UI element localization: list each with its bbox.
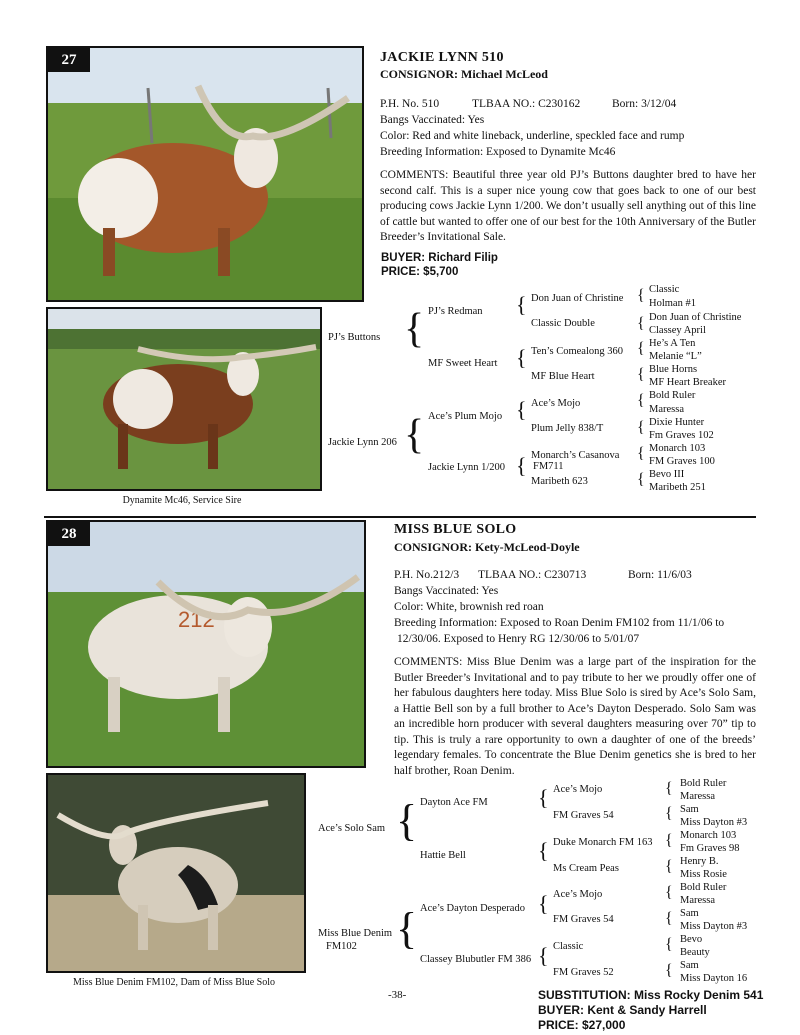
ped28-brace-g3-2: { bbox=[538, 838, 549, 863]
lot27-sale-result bbox=[381, 251, 498, 279]
ped27-brace-g3-1: { bbox=[516, 292, 527, 317]
ped28-gen2-1: Dayton Ace FM bbox=[420, 797, 488, 808]
ped28-gen4-7: Henry B. bbox=[680, 856, 719, 867]
ped28-gen4-3: Sam bbox=[680, 804, 699, 815]
ped28-brace-g3-1: { bbox=[538, 785, 549, 810]
lot28-title: MISS BLUE SOLO bbox=[394, 522, 517, 537]
ped27-gen4-8: MF Heart Breaker bbox=[649, 377, 726, 388]
ped27-brace-g4-2: { bbox=[637, 315, 645, 332]
lot28-dam-photo bbox=[46, 773, 306, 973]
ped27-gen3-7: Monarch’s Casanova bbox=[531, 450, 620, 461]
lot27-bangs: Bangs Vaccinated: Yes bbox=[380, 114, 485, 126]
ped28-gen4-13: Bevo bbox=[680, 934, 703, 945]
ped28-gen4-11: Sam bbox=[680, 908, 699, 919]
ped28-gen4-9: Bold Ruler bbox=[680, 882, 727, 893]
ped27-gen4-7: Blue Horns bbox=[649, 364, 698, 375]
lot27-color: Color: Red and white lineback, underline, speckled face and rump bbox=[380, 130, 685, 142]
ped27-brace-g4-4: { bbox=[637, 366, 645, 383]
page-number: -38- bbox=[388, 989, 407, 1001]
lot28-buyer: BUYER: Kent & Sandy Harrell bbox=[538, 1003, 707, 1017]
lot28-color: Color: White, brownish red roan bbox=[394, 601, 544, 613]
ped27-brace-g4-7: { bbox=[637, 445, 645, 462]
lot28-substitution: SUBSTITUTION: Miss Rocky Denim 541 bbox=[538, 988, 764, 1002]
ped27-brace-g4-8: { bbox=[637, 471, 645, 488]
ped28-gen4-4: Miss Dayton #3 bbox=[680, 817, 748, 828]
ped27-gen3-2: Classic Double bbox=[531, 318, 595, 329]
ped28-brace-g3-3: { bbox=[538, 891, 549, 916]
lot27-sire-photo bbox=[46, 307, 322, 491]
ped28-sire: Ace’s Solo Sam bbox=[318, 823, 386, 834]
ped27-gen4-2: Holman #1 bbox=[649, 298, 696, 309]
lot28-number-badge: 28 bbox=[48, 522, 90, 546]
ped28-brace-g4-7: { bbox=[665, 936, 673, 953]
lot27-consignor: CONSIGNOR: Michael McLeod bbox=[380, 67, 548, 81]
ped27-brace-g4-5: { bbox=[637, 392, 645, 409]
ped27-gen4-12: Fm Graves 102 bbox=[649, 430, 714, 441]
ped28-gen4-2: Maressa bbox=[680, 791, 715, 802]
ped28-gen4-12: Miss Dayton #3 bbox=[680, 921, 748, 932]
ped27-brace-sire: { bbox=[404, 306, 425, 352]
ped28-gen4-10: Maressa bbox=[680, 895, 715, 906]
lot28-breeding-2: 12/30/06. Exposed to Henry RG 12/30/06 to 5/01/07 bbox=[397, 633, 640, 645]
ped28-gen3-6: FM Graves 54 bbox=[553, 914, 614, 925]
ped28-brace-g4-2: { bbox=[665, 805, 673, 822]
lot27-cow-photo bbox=[46, 46, 364, 302]
lot28-photo-caption: Miss Blue Denim FM102, Dam of Miss Blue Solo bbox=[73, 977, 275, 988]
lot27-info bbox=[380, 96, 760, 160]
lot27-comments: COMMENTS: Beautiful three year old PJ’s Buttons daughter bred to have her second calf. This is a super nice young cow that goes back to one of our best producing cows Jackie Lynn 1/200. We don’t usually sell anything out of this line of cattle but wanted to offer one of our best for the 10th Anniversary of the Butler Breeder’s Invitational Sale. bbox=[380, 169, 756, 243]
lot28-comments: COMMENTS: Miss Blue Denim was a large part of the inspiration for the Butler Breeder’s Invitational and to pay tribute to her we proudly offer one of her fabulous daughters here today. Miss Blue Solo is sired by Ace’s Solo Sam, a Hattie Bell son by a full brother to Ace’s Dayton Desperado. Solo Sam was an incredible horn producer with several daughters measuring over 70” tip to tip. This is truly a rare opportunity to own a daughter of one of the breeds’ legendary females. To concentrate the Blue Denim genetics she is bred to her half brother, Roan Denim. bbox=[394, 656, 756, 777]
lot28-sale-result bbox=[538, 988, 763, 1033]
ped28-gen2-3: Ace’s Dayton Desperado bbox=[420, 903, 525, 914]
ped27-gen4-3: Don Juan of Christine bbox=[649, 312, 742, 323]
lot28-ph-no: P.H. No.212/3 bbox=[394, 569, 460, 581]
lot28-info bbox=[394, 567, 764, 647]
lot28-cow-photo bbox=[46, 520, 366, 768]
ped28-brace-g4-5: { bbox=[665, 884, 673, 901]
ped27-gen4-6: Melanie “L” bbox=[649, 351, 702, 362]
ped28-gen4-15: Sam bbox=[680, 960, 699, 971]
ped28-brace-g3-4: { bbox=[538, 943, 549, 968]
ped28-gen4-16: Miss Dayton 16 bbox=[680, 973, 748, 984]
lot27-tlbaa: TLBAA NO.: C230162 bbox=[472, 98, 581, 110]
lot27-price: PRICE: $5,700 bbox=[381, 266, 459, 278]
ped27-gen3-7b: FM711 bbox=[533, 461, 564, 472]
lot27-buyer: BUYER: Richard Filip bbox=[381, 252, 498, 264]
ped27-gen3-4: MF Blue Heart bbox=[531, 371, 595, 382]
ped28-gen4-14: Beauty bbox=[680, 947, 710, 958]
svg-text:212: 212 bbox=[178, 607, 215, 632]
ped27-gen4-13: Monarch 103 bbox=[649, 443, 706, 454]
ped28-brace-g4-1: { bbox=[665, 780, 673, 797]
lot27-number-badge: 27 bbox=[48, 48, 90, 72]
ped27-brace-g3-3: { bbox=[516, 397, 527, 422]
ped27-gen4-4: Classey April bbox=[649, 325, 706, 336]
ped28-brace-g4-3: { bbox=[665, 832, 673, 849]
ped28-gen3-7: Classic bbox=[553, 941, 584, 952]
ped27-gen2-4: Jackie Lynn 1/200 bbox=[428, 462, 505, 473]
ped27-gen3-8: Maribeth 623 bbox=[531, 476, 588, 487]
ped27-gen2-1: PJ’s Redman bbox=[428, 306, 483, 317]
lot27-born: Born: 3/12/04 bbox=[612, 98, 677, 110]
ped27-dam: Jackie Lynn 206 bbox=[328, 437, 397, 448]
ped28-gen3-5: Ace’s Mojo bbox=[553, 889, 603, 900]
ped28-gen2-4: Classey Blubutler FM 386 bbox=[420, 954, 532, 965]
ped27-gen4-14: FM Graves 100 bbox=[649, 456, 715, 467]
section-divider bbox=[44, 516, 756, 518]
ped28-dam-1: Miss Blue Denim bbox=[318, 928, 393, 939]
ped27-brace-g3-4: { bbox=[516, 453, 527, 478]
ped28-gen3-8: FM Graves 52 bbox=[553, 967, 614, 978]
lot28-tlbaa: TLBAA NO.: C230713 bbox=[478, 569, 587, 581]
ped28-gen3-1: Ace’s Mojo bbox=[553, 784, 603, 795]
ped28-dam-2: FM102 bbox=[326, 941, 357, 952]
ped27-gen4-11: Dixie Hunter bbox=[649, 417, 705, 428]
ped28-brace-g4-6: { bbox=[665, 910, 673, 927]
ped27-gen2-3: Ace’s Plum Mojo bbox=[428, 411, 503, 422]
ped28-gen4-6: Fm Graves 98 bbox=[680, 843, 740, 854]
ped28-gen3-2: FM Graves 54 bbox=[553, 810, 614, 821]
ped28-gen2-2: Hattie Bell bbox=[420, 850, 466, 861]
ped27-brace-g4-1: { bbox=[637, 287, 645, 304]
ped28-gen4-5: Monarch 103 bbox=[680, 830, 737, 841]
ped27-brace-g3-2: { bbox=[516, 345, 527, 370]
lot28-breeding-1: Breeding Information: Exposed to Roan Denim FM102 from 11/1/06 to bbox=[394, 617, 725, 629]
ped28-brace-g4-8: { bbox=[665, 962, 673, 979]
ped28-gen3-3: Duke Monarch FM 163 bbox=[553, 837, 653, 848]
lot27-breeding: Breeding Information: Exposed to Dynamite Mc46 bbox=[380, 146, 616, 158]
ped28-brace-dam: { bbox=[396, 904, 418, 953]
lot28-consignor: CONSIGNOR: Kety-McLeod-Doyle bbox=[394, 540, 580, 554]
ped27-gen4-9: Bold Ruler bbox=[649, 390, 696, 401]
ped28-brace-g4-4: { bbox=[665, 858, 673, 875]
lot28-bangs: Bangs Vaccinated: Yes bbox=[394, 585, 499, 597]
lot28-price: PRICE: $27,000 bbox=[538, 1018, 626, 1032]
ped28-brace-sire: { bbox=[396, 796, 418, 845]
ped28-gen3-4: Ms Cream Peas bbox=[553, 863, 619, 874]
ped27-gen4-5: He’s A Ten bbox=[649, 338, 696, 349]
ped28-gen4-8: Miss Rosie bbox=[680, 869, 727, 880]
ped27-gen3-1: Don Juan of Christine bbox=[531, 293, 624, 304]
ped27-gen3-6: Plum Jelly 838/T bbox=[531, 423, 604, 434]
ped27-gen3-5: Ace’s Mojo bbox=[531, 398, 581, 409]
lot28-born: Born: 11/6/03 bbox=[628, 569, 692, 581]
ped27-brace-g4-3: { bbox=[637, 340, 645, 357]
ped27-brace-g4-6: { bbox=[637, 419, 645, 436]
ped27-gen4-16: Maribeth 251 bbox=[649, 482, 706, 493]
lot27-photo-caption: Dynamite Mc46, Service Sire bbox=[122, 495, 242, 506]
ped28-gen4-1: Bold Ruler bbox=[680, 778, 727, 789]
ped27-sire: PJ’s Buttons bbox=[328, 332, 381, 343]
ped27-gen4-10: Maressa bbox=[649, 404, 684, 415]
lot27-ph-no: P.H. No. 510 bbox=[380, 98, 440, 110]
ped27-gen4-1: Classic bbox=[649, 284, 680, 295]
ped27-gen3-3: Ten’s Comealong 360 bbox=[531, 346, 624, 357]
ped27-brace-dam: { bbox=[404, 412, 425, 458]
lot27-title: JACKIE LYNN 510 bbox=[380, 50, 504, 65]
ped27-gen2-2: MF Sweet Heart bbox=[428, 358, 498, 369]
ped27-gen4-15: Bevo III bbox=[649, 469, 685, 480]
